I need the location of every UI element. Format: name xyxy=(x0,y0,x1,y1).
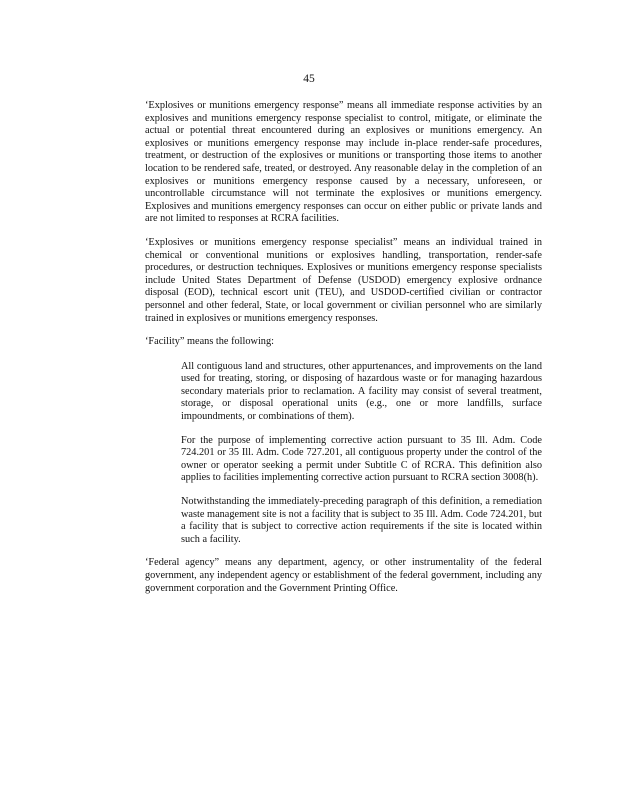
definition-explosives-emergency-response: ‘Explosives or munitions emergency response” means all immediate response activities by an explosives and munitions emergency response specialist to control, mitigate, or eliminate the actual or potential threat encountered during an explosives or munitions emergency. An explosives or munitions emergency response may include in-place render-safe procedures, treatment, or destruction of the explosives or munitions or transporting those items to another location to be rendered safe, treated, or destroyed. Any reasonable delay in the completion of an explosives or munitions emergency response caused by a necessary, unforeseen, or uncontrollable circumstance will not terminate the explosives or munitions emergency. Explosives and munitions emergency responses can occur on either public or private lands and are not limited to responses at RCRA facilities. xyxy=(145,100,542,225)
definition-explosives-response-specialist: ‘Explosives or munitions emergency response specialist” means an individual trained in chemical or conventional munitions or explosives handling, transportation, render-safe procedures, or destruction techniques. Explosives or munitions emergency response specialists include United States Department of Defense (USDOD) emergency explosive ordnance disposal (EOD), technical escort unit (TEU), and USDOD-certified civilian or contractor personnel and other federal, State, or local government or civilian personnel who are similarly trained in explosives or munitions emergency responses. xyxy=(145,236,542,324)
definition-federal-agency: ‘Federal agency” means any department, agency, or other instrumentality of the federal government, any independent agency or establishment of the federal government, including any government corporation and the Government Printing Office. xyxy=(145,557,542,594)
facility-subparagraph-2: For the purpose of implementing corrective action pursuant to 35 Ill. Adm. Code 724.201 or 35 Ill. Adm. Code 727.201, all contiguous property under the control of the owner or operator seeking a permit under Subtitle C of RCRA. This definition also applies to facilities implementing corrective action pursuant to RCRA section 3008(h). xyxy=(181,434,542,484)
facility-subparagraph-3: Notwithstanding the immediately-preceding paragraph of this definition, a remediation waste management site is not a facility that is subject to 35 Ill. Adm. Code 724.201, but a facility that is subject to corrective action requirements if the site is located within such a facility. xyxy=(181,496,542,545)
document-body xyxy=(145,100,542,606)
facility-subparagraphs xyxy=(181,361,542,547)
facility-subparagraph-1: All contiguous land and structures, other appurtenances, and improvements on the land used for treating, storing, or disposing of hazardous waste or for managing hazardous secondary materials prior to reclamation. A facility may consist of several treatment, storage, or disposal operational units (e.g., one or more landfills, surface impoundments, or combinations of them). xyxy=(181,360,542,423)
page-number: 45 xyxy=(303,73,315,85)
definition-facility-intro: ‘Facility” means the following: xyxy=(145,336,274,348)
